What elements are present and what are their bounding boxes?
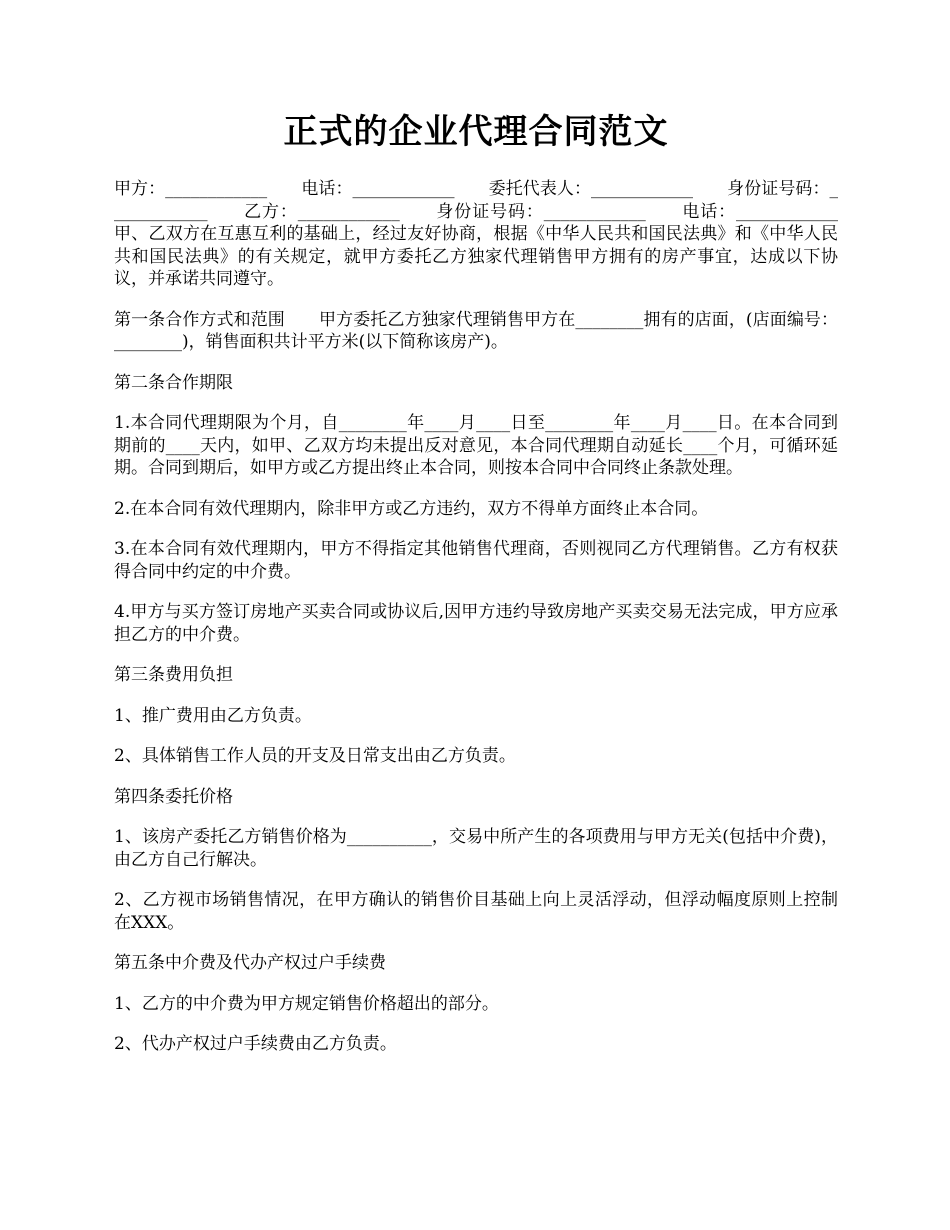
article-4-heading: 第四条委托价格 (114, 786, 233, 807)
article-3-clause-1: 1、推广费用由乙方负责。 (114, 705, 312, 726)
article-4-clause-1: 1、该房产委托乙方销售价格为__________，交易中所产生的各项费用与甲方无关(包括中介费)，由乙方自己行解决。 (114, 827, 838, 870)
document-title: 正式的企业代理合同范文 (283, 112, 669, 152)
article-2-clause-3: 3.在本合同有效代理期内，甲方不得指定其他销售代理商，否则视同乙方代理销售。乙方有权获得合同中约定的中介费。 (114, 539, 838, 582)
article-3-clause-2: 2、具体销售工作人员的开支及日常支出由乙方负责。 (114, 746, 516, 766)
article-2-clause-4: 4.甲方与买方签订房地产买卖合同或协议后,因甲方违约导致房地产买卖交易无法完成，甲方应承担乙方的中介费。 (114, 602, 838, 645)
article-2-clause-1: 1.本合同代理期限为个月，自________年____月____日至________年____月____日。在本合同到期前的____天内，如甲、乙双方均未提出反对意见，本合同代理期自动延长____个月，可循环延期。合同到期后，如甲方或乙方提出终止本合同，则按本合同中合同终止条款处理。 (114, 413, 838, 478)
article-2-heading: 第二条合作期限 (114, 372, 233, 393)
article-5-clause-1: 1、乙方的中介费为甲方规定销售价格超出的部分。 (114, 993, 499, 1014)
article-5-clause-2: 2、代办产权过户手续费由乙方负责。 (114, 1034, 397, 1054)
article-1-paragraph: 第一条合作方式和范围 甲方委托乙方独家代理销售甲方在________拥有的店面，(店面编号：________)，销售面积共计平方米(以下简称该房产)。 (114, 309, 838, 352)
article-4-clause-2: 2、乙方视市场销售情况，在甲方确认的销售价目基础上向上灵活浮动，但浮动幅度原则上控制在XXX。 (114, 890, 838, 933)
article-5-heading: 第五条中介费及代办产权过户手续费 (114, 953, 386, 973)
article-2-clause-2: 2.在本合同有效代理期内，除非甲方或乙方违约，双方不得单方面终止本合同。 (114, 498, 709, 519)
article-3-heading: 第三条费用负担 (114, 665, 233, 685)
parties-intro-paragraph: 甲方：____________ 电话：____________ 委托代表人：____________ 身份证号码：____________ 乙方：____________ 身份证号码：____________ 电话：____________ 甲、乙双方在互惠互利的基础上，经过友好协商，根据《中华人民共和国民法典》和《中华人民共和国民法典》的有关规定，就甲方委托乙方独家代理销售甲方拥有的房产事宜，达成以下协议，并承诺共同遵守。 (114, 179, 872, 289)
